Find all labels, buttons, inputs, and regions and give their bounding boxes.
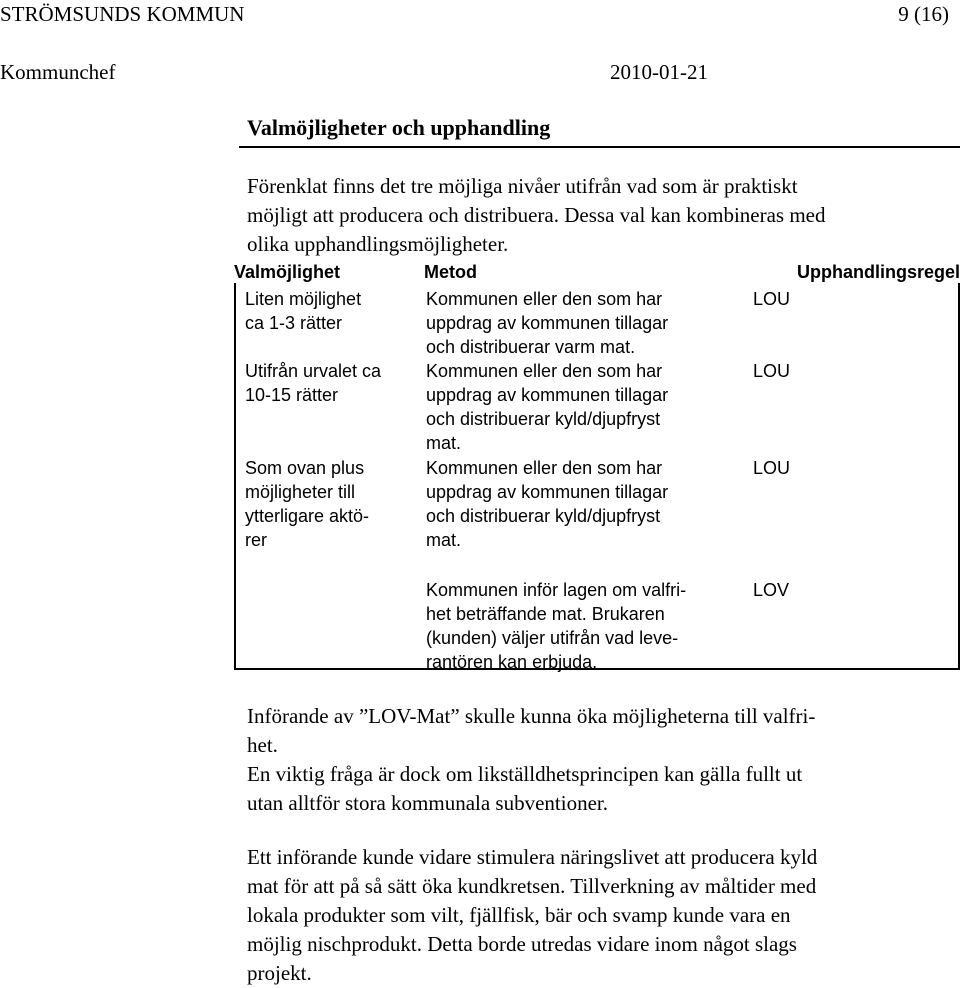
table-cell-choice: Utifrån urvalet ca 10-15 rätter bbox=[245, 361, 382, 405]
paragraph-lov-mat: Införande av ”LOV-Mat” skulle kunna öka möjligheterna till valfri- het. En viktig fråga är dock om likställdhetsprincipen kan gälla fullt ut utan alltför stora kommunala subventioner. bbox=[247, 704, 816, 815]
intro-line: möjligt att producera och distribuera. Dessa val kan kombineras med bbox=[247, 203, 826, 227]
table-cell-rule: LOU bbox=[753, 361, 791, 381]
table-cell-choice: Liten möjlighet ca 1-3 rätter bbox=[245, 289, 362, 333]
table-border-left bbox=[234, 283, 236, 670]
title-rule bbox=[239, 146, 960, 148]
intro-line: olika upphandlingsmöjligheter. bbox=[247, 232, 509, 256]
document-date: 2010-01-21 bbox=[610, 60, 708, 84]
table-cell-rule: LOU bbox=[753, 289, 791, 309]
section-title: Valmöjligheter och upphandling bbox=[247, 115, 551, 140]
author-role: Kommunchef bbox=[0, 60, 116, 84]
table-header-choice: Valmöjlighet bbox=[234, 262, 341, 282]
table-cell-method: Kommunen eller den som har uppdrag av kommunen tillagar och distribuerar varm mat. bbox=[426, 289, 669, 357]
table-header-method: Metod bbox=[424, 262, 477, 282]
table-cell-choice: Som ovan plus möjligheter till ytterligare aktö- rer bbox=[245, 458, 370, 550]
table-border-bottom bbox=[234, 668, 960, 670]
intro-paragraph bbox=[247, 172, 927, 259]
organization-name: STRÖMSUNDS KOMMUN bbox=[0, 2, 245, 26]
table-cell-method: Kommunen inför lagen om valfri- het beträffande mat. Brukaren (kunden) väljer utifrån vad leve- rantören kan erbjuda. bbox=[426, 580, 687, 672]
paragraph-stimulation: Ett införande kunde vidare stimulera näringslivet att producera kyld mat för att på så sätt öka kundkretsen. Tillverkning av måltider med lokala produkter som vilt, fjällfisk, bär och svamp kunde vara en möjlig nischprodukt. Detta borde utredas vidare inom något slags projekt. bbox=[247, 845, 818, 985]
intro-line: Förenklat finns det tre möjliga nivåer utifrån vad som är praktiskt bbox=[247, 174, 798, 198]
table-cell-method: Kommunen eller den som har uppdrag av kommunen tillagar och distribuerar kyld/djupfryst mat. bbox=[426, 458, 669, 550]
page-number: 9 (16) bbox=[898, 2, 949, 26]
table-cell-rule: LOV bbox=[753, 580, 790, 600]
table-cell-rule: LOU bbox=[753, 458, 791, 478]
table-header-rule: Upphandlingsregel bbox=[796, 262, 960, 282]
table-cell-method: Kommunen eller den som har uppdrag av kommunen tillagar och distribuerar kyld/djupfryst mat. bbox=[426, 361, 669, 453]
